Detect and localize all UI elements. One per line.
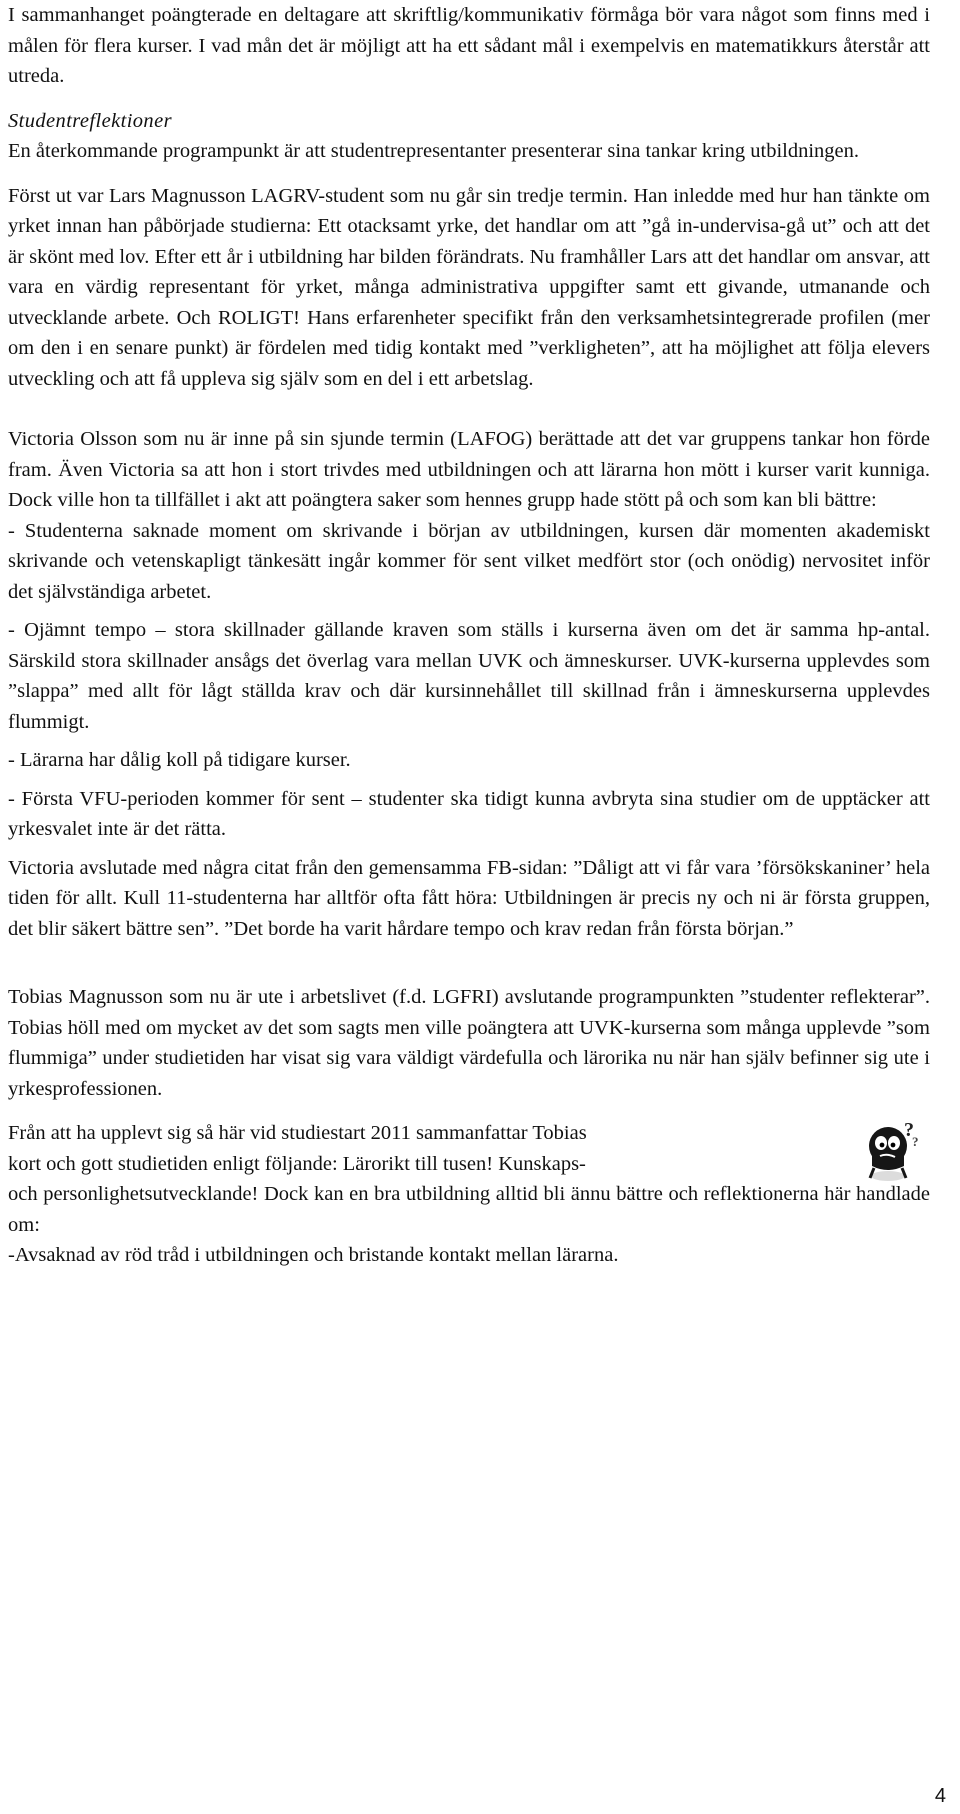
bullet-skrivande: - Studenterna saknade moment om skrivande i början av utbildningen, kursen där momenten akademiskt skrivande och vetenskapligt tänkesätt ingår kommer för sent vilket medfört stor (och onödig) nervositet inför det självständiga arbetet. [8, 519, 930, 603]
paragraph-victoria-olsson: Victoria Olsson som nu är inne på sin sjunde termin (LAFOG) berättade att det var gruppens tankar hon förde fram. Även Victoria sa att hon i stort trivdes med utbildningen och att lärarna hon mött i kurser varit kunniga. Dock ville hon ta tillfället i akt att poängtera saker som hennes grupp hade stött på och som kan bli bättre: [8, 428, 930, 511]
confused-face-icon [860, 1116, 924, 1182]
bullet-vfu-perioden: - Första VFU-perioden kommer för sent – studenter ska tidigt kunna avbryta sina studier om de upptäcker att yrkesvalet inte är det rätta. [8, 787, 930, 840]
bullet-larare-koll: - Lärarna har dålig koll på tidigare kurser. [8, 749, 351, 771]
bullet-rod-trad: -Avsaknad av röd tråd i utbildningen och bristande kontakt mellan lärarna. [8, 1244, 619, 1266]
paragraph-lars-magnusson: Först ut var Lars Magnusson LAGRV-student som nu går sin tredje termin. Han inledde med hur han tänkte om yrket innan han påbörjade studierna: Ett otacksamt yrke, det handlar om att ”gå in-undervisa-gå ut” och att det är skönt med lov. Efter ett år i utbildning har bilden förändrats. Nu framhåller Lars att det handlar om ansvar, att vara en värdig representant för yrket, många administrativa uppgifter samt ett givande, utmanande och utvecklande arbete. Och ROLIGT! Hans erfarenheter specifikt från den verksamhetsintegrerade profilen (mer om den i en senare punkt) är fördelen med tidig kontakt med ”verkligheten”, att ha möjlighet att följa elevers utveckling och att få uppleva sig själv som en del i ett arbetslag. [8, 184, 930, 390]
paragraph-tobias-magnusson: Tobias Magnusson som nu är ute i arbetslivet (f.d. LGFRI) avslutande programpunkten ”studenter reflekterar”. Tobias höll med om mycket av det som sagts men ville poängtera att UVK-kurserna som många upplevde ”som flummiga” under studietiden har visat sig vara väldigt värdefulla och lärorika nu när han själv befinner sig ute i yrkesprofessionen. [8, 986, 930, 1100]
section-heading-studentreflektioner: Studentreflektioner [8, 109, 172, 132]
paragraph-intro-studentrepresentanter: En återkommande programpunkt är att studentrepresentanter presenterar sina tankar kring utbildningen. [8, 140, 860, 162]
paragraph-skriftlig-formaga: I sammanhanget poängterade en deltagare att skriftlig/kommunikativ förmåga bör vara något som finns med i målen för flera kurser. I vad mån det är möjligt att ha ett sådant mål i exempelvis en matematikkurs återstår att utreda. [8, 4, 930, 87]
paragraph-tobias-line-1: Från att ha upplevt sig så här vid studiestart 2011 sammanfattar Tobias [8, 1122, 587, 1144]
paragraph-victoria-citat: Victoria avslutade med några citat från den gemensamma FB-sidan: ”Dåligt att vi får vara ’försökskaniner’ hela tiden för allt. Kull 11-studenterna har alltför ofta fått höra: Utbildningen är precis ny och ni är första gruppen, det blir säkert bättre sen”. ”Det borde ha varit hårdare tempo och krav redan från första början.” [8, 856, 930, 940]
paragraph-tobias-line-2: kort och gott studietiden enligt följande: Lärorikt till tusen! Kunskaps- [8, 1152, 586, 1175]
paragraph-tobias-rest: och personlighetsutvecklande! Dock kan en bra utbildning alltid bli ännu bättre och reflektionerna här handlade om: [8, 1183, 930, 1236]
bullet-ojamnt-tempo: - Ojämnt tempo – stora skillnader gällande kraven som ställs i kurserna även om det är samma hp-antal. Särskild stora skillnader ansågs det överlag vara mellan UVK och ämneskurser. UVK-kurserna upplevdes som ”slappa” med allt för lågt ställda krav och där kursinnehållet till skillnad från i ämneskurserna upplevdes flummigt. [8, 619, 930, 733]
tobias-summary-block [8, 1118, 930, 1240]
page-number: 4 [934, 1785, 946, 1807]
svg-text:?: ? [912, 1134, 919, 1149]
svg-text:?: ? [904, 1119, 914, 1141]
